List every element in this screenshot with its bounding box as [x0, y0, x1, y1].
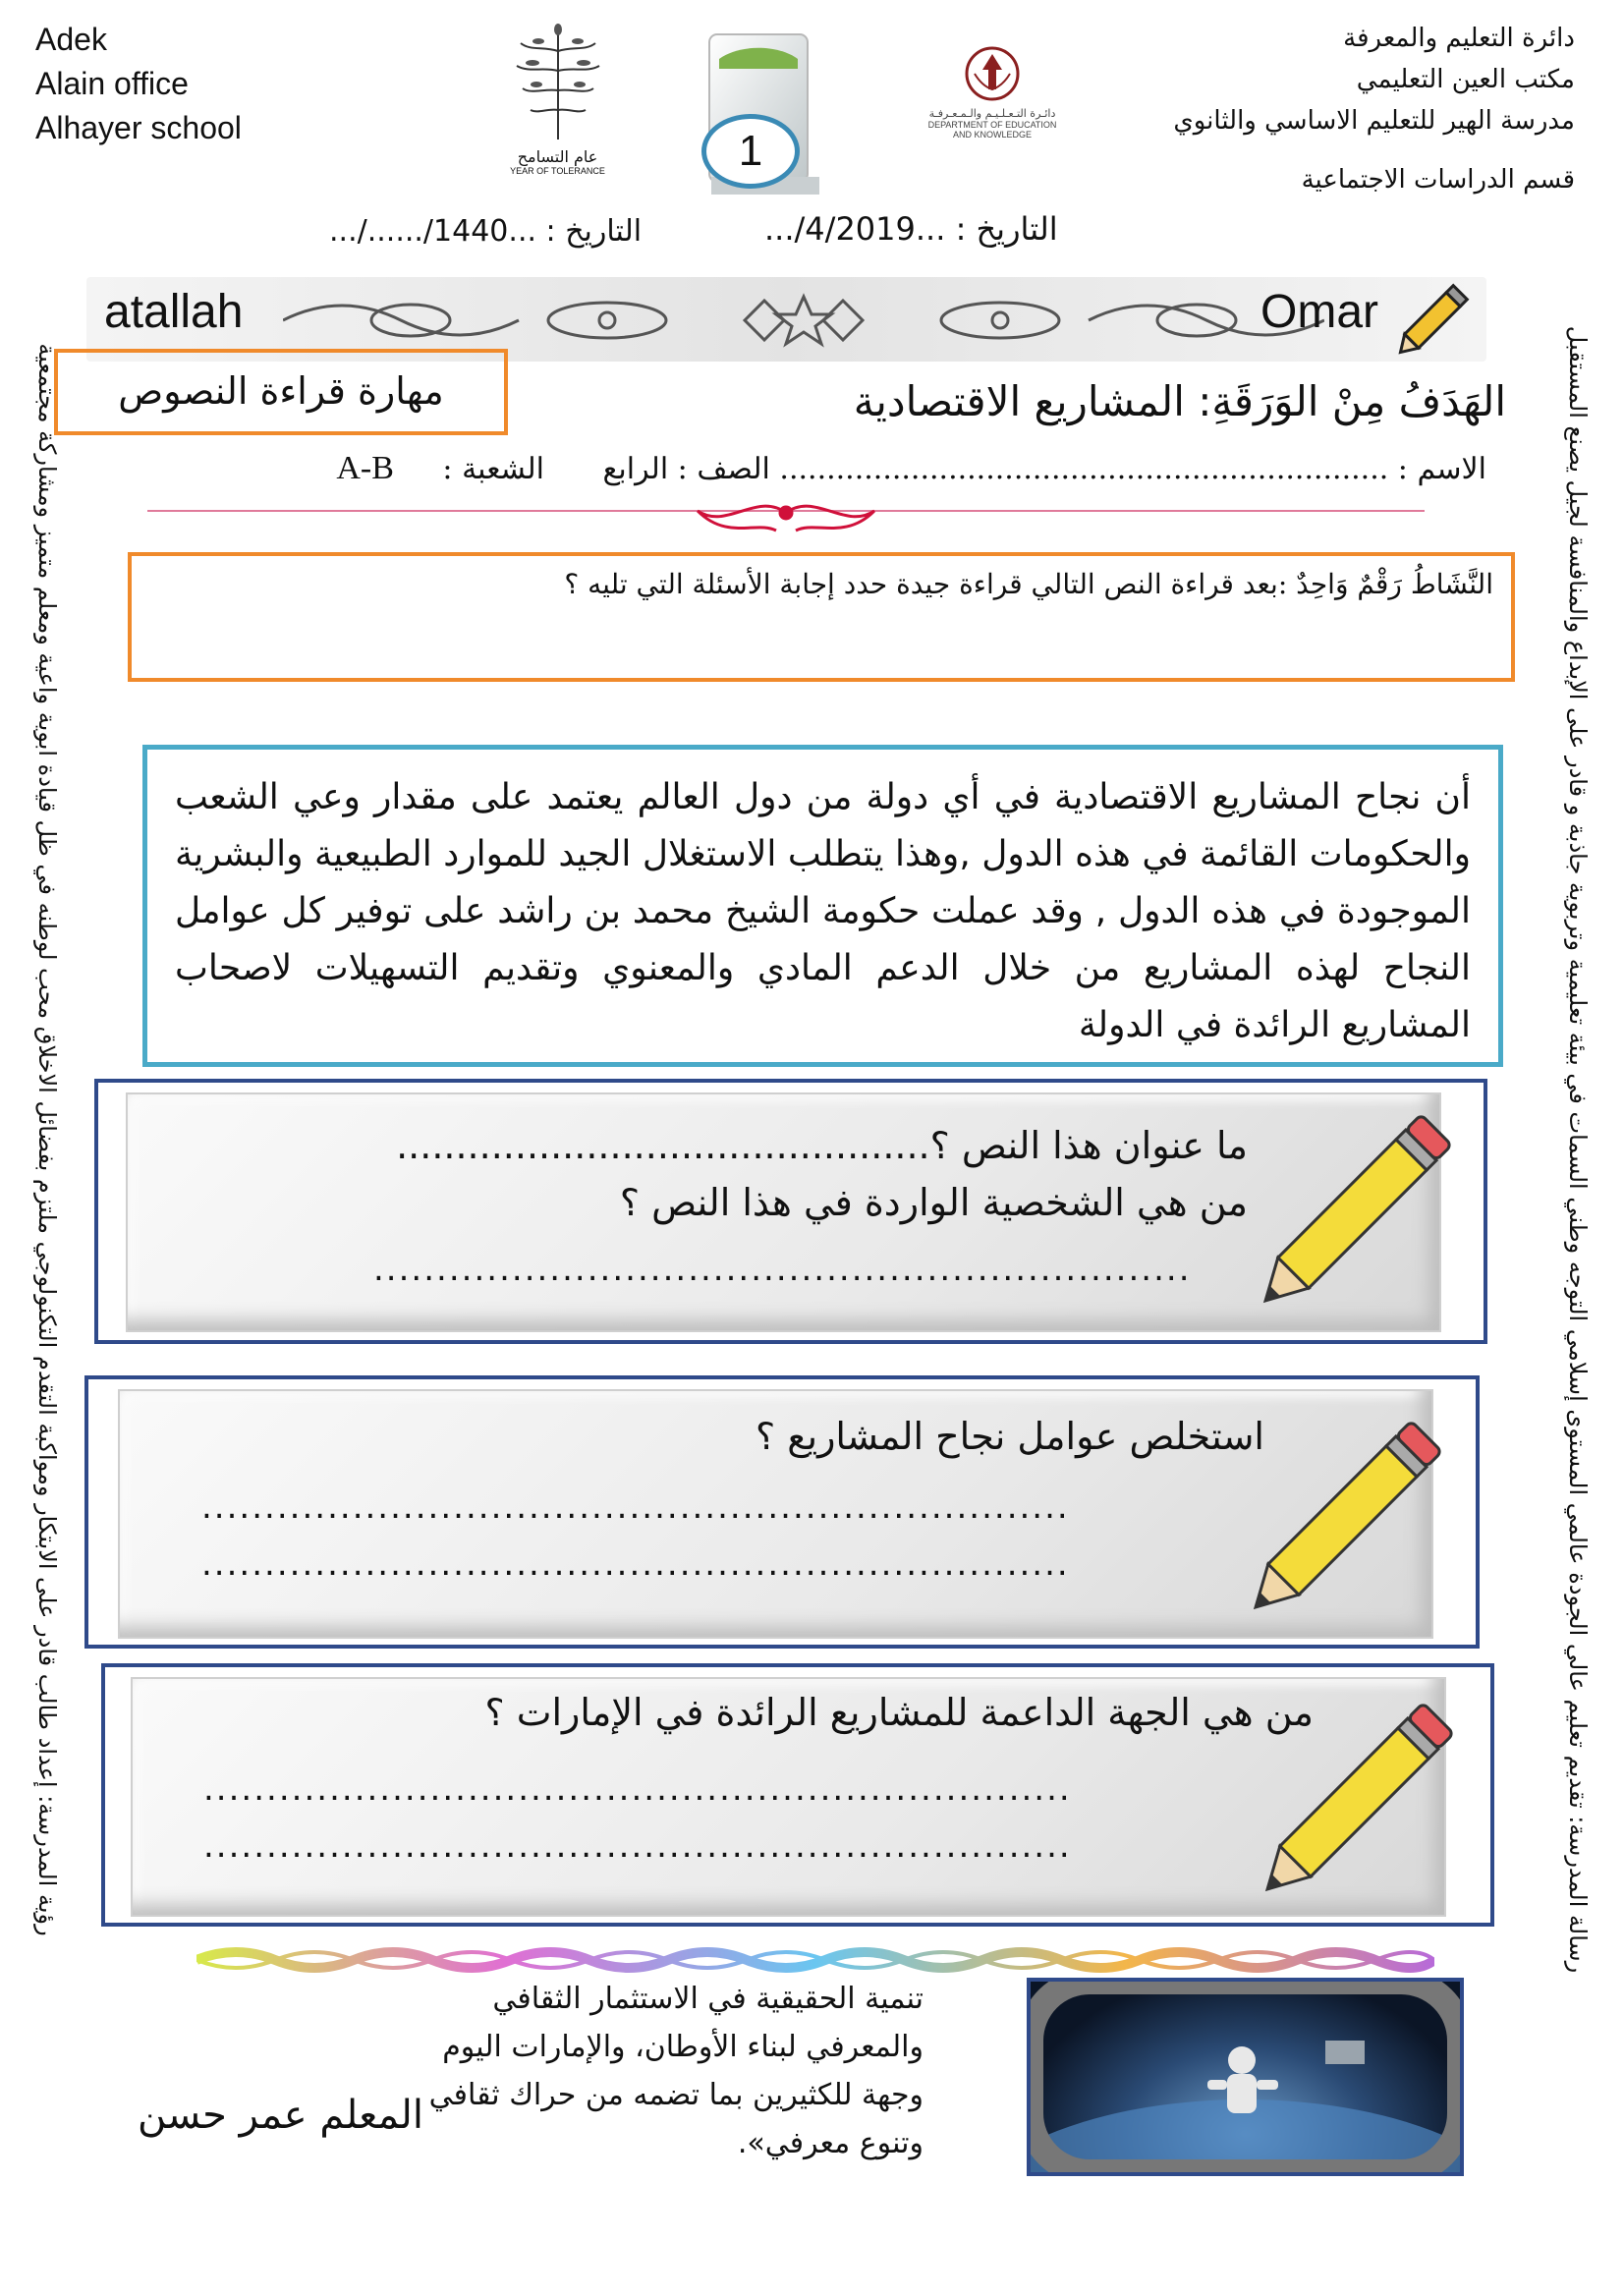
- answer-line-4a[interactable]: .....................................................................: [203, 1769, 1072, 1809]
- question-block-3: [101, 1663, 1494, 1927]
- section-value: A-B: [336, 450, 394, 486]
- year-of-tolerance-logo: [501, 22, 614, 194]
- teacher-name: المعلم عمر حسن: [138, 2093, 423, 2138]
- doe-logo-en-2: AND KNOWLEDGE: [952, 130, 1032, 140]
- info-line: [336, 450, 1486, 487]
- doe-logo-ar: دائـرة التـعـلـيـم والـمـعـرفـة: [928, 107, 1056, 120]
- sheet-number-circle: [701, 114, 800, 189]
- name-field: الاسم : .................................................................: [779, 452, 1486, 486]
- question-3: استخلص عوامل نجاح المشاريع ؟: [756, 1415, 1264, 1458]
- header-left-line-1: Adek: [35, 22, 107, 57]
- colorful-divider: [196, 1940, 1434, 1980]
- activity-instruction: النَّشَاطُ رَقْمٌ وَاحِدٌ :بعد قراءة النص التالي قراءة جيدة حدد إجابة الأسئلة التي تليه ؟: [564, 568, 1493, 600]
- date-gregorian: التاريخ : ...4/2019/...: [764, 210, 1058, 248]
- date-hijri: التاريخ : ...1440/....../...: [329, 214, 643, 249]
- doe-logo-en-1: DEPARTMENT OF EDUCATION: [927, 120, 1057, 130]
- tolerance-logo-en: YEAR OF TOLERANCE: [510, 166, 605, 176]
- question-block-1: [94, 1079, 1487, 1344]
- footer-quote-text: تنمية الحقيقية في الاستثمار الثقافي والمعرفي لبناء الأوطان، والإمارات اليوم وجهة للكثيرين بما تضمه من حراك ثقافي وتنوع معرفي».: [428, 1982, 924, 2160]
- plaque-image: [700, 29, 827, 201]
- banner-right-name: Omar: [1260, 286, 1378, 338]
- header-left-line-2: Alain office: [35, 66, 189, 101]
- ghaf-tree-icon: [509, 22, 607, 144]
- answer-line-3a[interactable]: .....................................................................: [201, 1487, 1070, 1527]
- passage-box: [142, 745, 1503, 1067]
- header-right: [1064, 18, 1575, 200]
- question-2: من هي الشخصية الواردة في هذا النص ؟: [619, 1181, 1248, 1224]
- header-right-line-2: مكتب العين التعليمي: [1356, 65, 1575, 94]
- school-vision-vertical: رؤية المدرسة: إعداد طالب قادر على الابتكار ومواكبة التقدم التكنولوجي ملتزم بفضائل الاخلاق محب لوطنه في ظل قيادة ابوية واعية ومعلم متميز ومشاركة مجتمعية: [33, 343, 61, 1936]
- answer-line-3b[interactable]: .....................................................................: [201, 1544, 1070, 1584]
- sheet-number: 1: [738, 127, 763, 175]
- footer-quote: [422, 1975, 924, 2167]
- question-1: ما عنوان هذا النص ؟.............................................: [396, 1124, 1248, 1167]
- banner-left-name: atallah: [104, 286, 244, 338]
- header-right-line-3: مدرسة الهير للتعليم الاساسي والثانوي: [1173, 106, 1575, 136]
- header-left: [35, 18, 242, 150]
- section-label: الشعبة :: [442, 452, 544, 486]
- ornament-divider: [283, 291, 1324, 350]
- astronaut-icon: [1031, 1982, 1460, 2172]
- falcon-emblem-icon: [963, 44, 1022, 103]
- activity-box: [128, 552, 1515, 682]
- grade-label: الصف : الرابع: [602, 452, 770, 486]
- doe-logo: [919, 44, 1066, 162]
- decorative-divider: [147, 491, 1425, 540]
- answer-line-2[interactable]: .................................................................: [373, 1250, 1192, 1289]
- question-block-2: [84, 1375, 1480, 1649]
- pencil-icon: [1383, 271, 1482, 369]
- skill-box-text: مهارة قراءة النصوص: [118, 369, 444, 413]
- tolerance-logo-ar: عام التسامح: [517, 147, 598, 166]
- header-left-line-3: Alhayer school: [35, 110, 242, 145]
- school-mission-vertical: رسالة المدرسة: تقديم تعليم عالي الجودة عالمي المستوى إسلامي التوجه وطني السمات في بيئة تعليمية وتربوية جاذبة و قادر على الإبداع والمنافسة لجيل يصنع المستقبل: [1564, 325, 1592, 1974]
- astronaut-image: [1027, 1978, 1464, 2176]
- question-4: من هي الجهة الداعمة للمشاريع الرائدة في الإمارات ؟: [484, 1691, 1314, 1734]
- goal-title: الهَدَفُ مِنْ الوَرَقَةِ: المشاريع الاقتصادية: [853, 377, 1506, 425]
- passage-text: أن نجاح المشاريع الاقتصادية في أي دولة من دول العالم يعتمد على مقدار وعي الشعب والحكومات القائمة في هذه الدول ,وهذا يتطلب الاستغلال الجيد للموارد الطبيعية والبشرية الموجودة في هذه الدول , وقد عملت حكومة الشيخ محمد بن راشد على توفير كل عوامل النجاح لهذه المشاريع من خلال الدعم المادي والمعنوي وتقديم التسهيلات لاصحاب المشاريع الرائدة في الدولة: [175, 777, 1471, 1045]
- skill-box: [54, 349, 508, 435]
- answer-line-4b[interactable]: .....................................................................: [203, 1826, 1072, 1866]
- pencil-icon: [1228, 1083, 1484, 1338]
- header-right-line-1: دائرة التعليم والمعرفة: [1343, 24, 1575, 53]
- department-label: قسم الدراسات الاجتماعية: [1301, 165, 1575, 195]
